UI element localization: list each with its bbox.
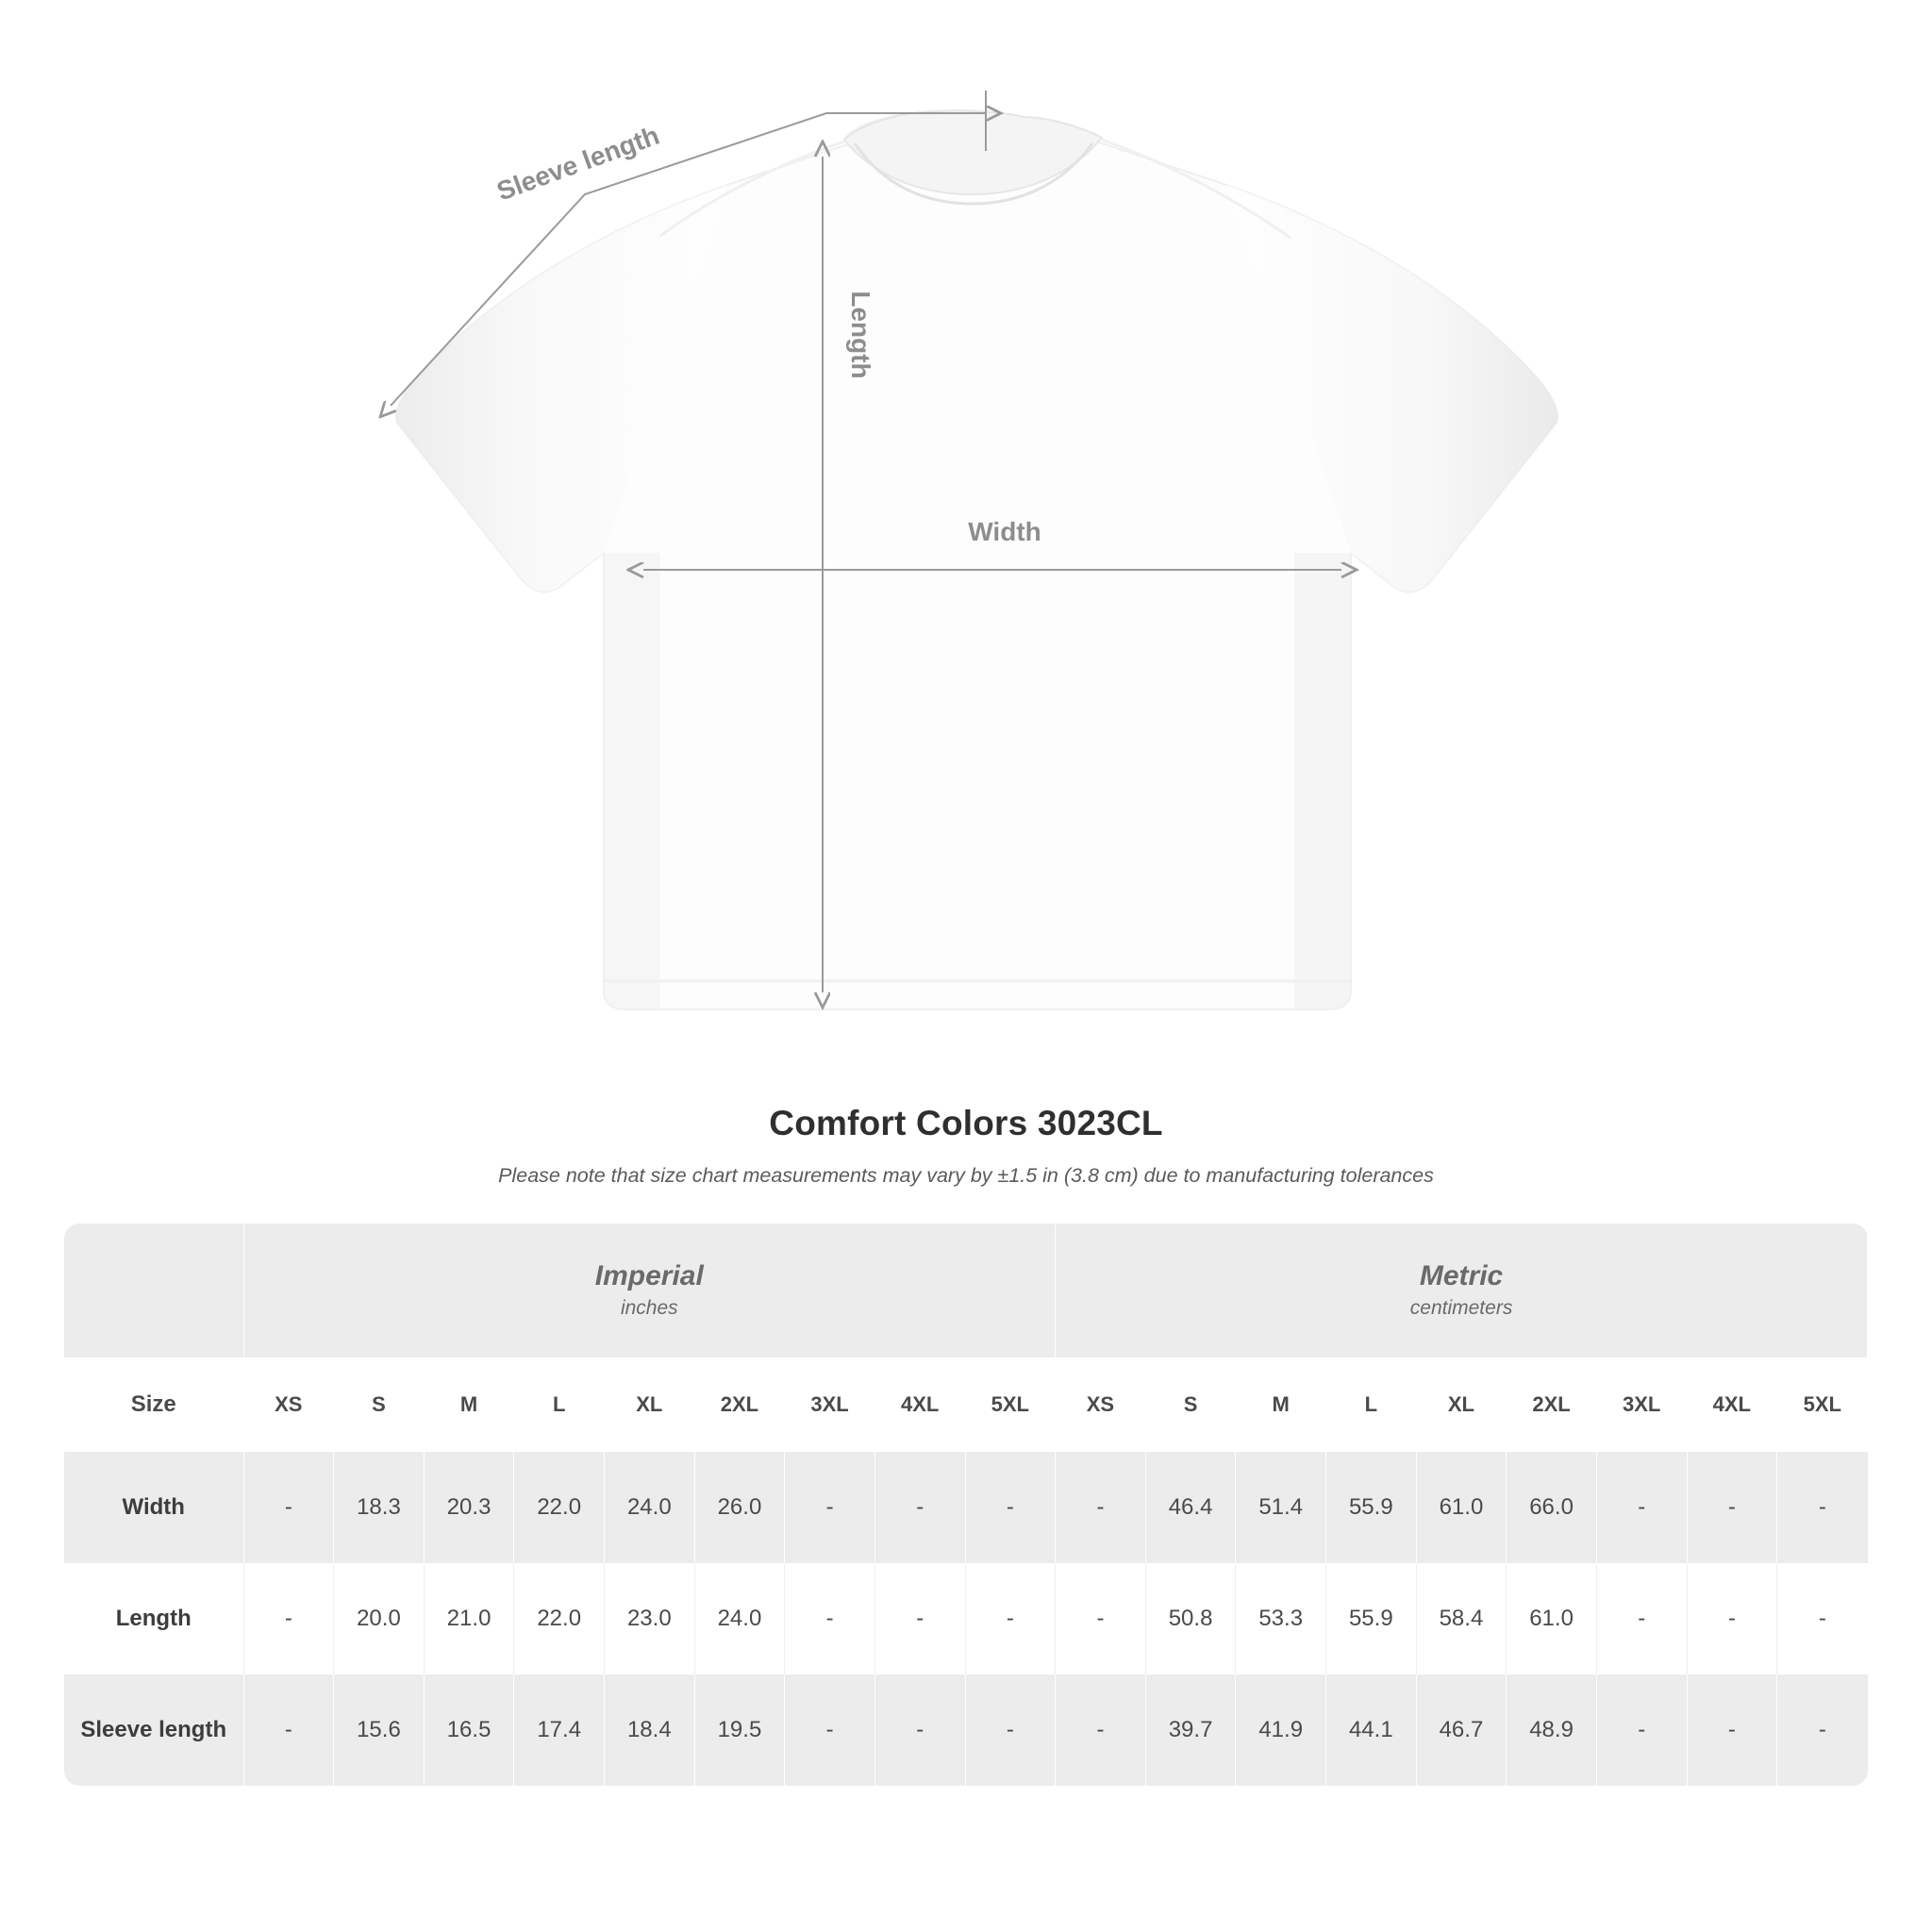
cell-length-imperial-2xl: 24.0 [694, 1563, 785, 1674]
cell-sleeve-imperial-s: 15.6 [334, 1674, 425, 1786]
row-label-sleeve-length: Sleeve length [64, 1674, 243, 1786]
cell-width-imperial-s: 18.3 [334, 1452, 425, 1563]
unit-group-row [64, 1224, 1868, 1357]
header-metric-xs: XS [1056, 1357, 1146, 1452]
table-row [64, 1452, 1868, 1563]
cell-width-metric-s: 46.4 [1145, 1452, 1236, 1563]
cell-sleeve-metric-4xl: - [1687, 1674, 1777, 1786]
header-imperial-m: M [424, 1357, 514, 1452]
cell-length-metric-3xl: - [1596, 1563, 1687, 1674]
cell-sleeve-metric-m: 41.9 [1236, 1674, 1326, 1786]
cell-length-imperial-s: 20.0 [334, 1563, 425, 1674]
cell-width-metric-xs: - [1056, 1452, 1146, 1563]
row-label-length: Length [64, 1563, 243, 1674]
header-imperial-4xl: 4XL [874, 1357, 965, 1452]
header-metric-m: M [1236, 1357, 1326, 1452]
cell-sleeve-imperial-5xl: - [965, 1674, 1056, 1786]
cell-length-imperial-xs: - [243, 1563, 334, 1674]
cell-length-metric-5xl: - [1777, 1563, 1868, 1674]
unit-group-metric-sub: centimeters [1409, 1297, 1513, 1319]
header-size: Size [64, 1357, 243, 1452]
cell-width-metric-2xl: 66.0 [1507, 1452, 1597, 1563]
label-length: Length [846, 291, 875, 379]
cell-width-metric-l: 55.9 [1326, 1452, 1417, 1563]
header-metric-s: S [1145, 1357, 1236, 1452]
table-header-row [64, 1357, 1868, 1452]
tshirt-shape [396, 110, 1557, 1009]
header-metric-2xl: 2XL [1507, 1357, 1597, 1452]
cell-length-metric-s: 50.8 [1145, 1563, 1236, 1674]
unit-group-imperial-name: Imperial [594, 1259, 704, 1291]
cell-width-imperial-2xl: 26.0 [694, 1452, 785, 1563]
cell-sleeve-metric-2xl: 48.9 [1507, 1674, 1597, 1786]
tolerance-note: Please note that size chart measurements may vary by ±1.5 in (3.8 cm) due to manufacturing tolerances [498, 1164, 1434, 1187]
unit-group-imperial-sub: inches [620, 1297, 678, 1319]
cell-length-metric-m: 53.3 [1236, 1563, 1326, 1674]
cell-sleeve-metric-l: 44.1 [1326, 1674, 1417, 1786]
cell-length-metric-4xl: - [1687, 1563, 1777, 1674]
title-block [0, 1104, 1932, 1188]
cell-length-imperial-5xl: - [965, 1563, 1056, 1674]
header-metric-5xl: 5XL [1777, 1357, 1868, 1452]
label-width: Width [968, 517, 1041, 546]
header-metric-l: L [1326, 1357, 1417, 1452]
cell-length-imperial-3xl: - [785, 1563, 875, 1674]
cell-width-metric-3xl: - [1596, 1452, 1687, 1563]
cell-width-imperial-l: 22.0 [514, 1452, 605, 1563]
cell-width-metric-5xl: - [1777, 1452, 1868, 1563]
cell-sleeve-metric-xl: 46.7 [1416, 1674, 1507, 1786]
cell-length-metric-xl: 58.4 [1416, 1563, 1507, 1674]
header-imperial-xl: XL [605, 1357, 695, 1452]
unit-group-imperial [243, 1224, 1056, 1357]
cell-length-metric-xs: - [1056, 1563, 1146, 1674]
header-metric-4xl: 4XL [1687, 1357, 1777, 1452]
header-imperial-3xl: 3XL [785, 1357, 875, 1452]
cell-sleeve-imperial-xs: - [243, 1674, 334, 1786]
header-imperial-s: S [334, 1357, 425, 1452]
cell-sleeve-imperial-l: 17.4 [514, 1674, 605, 1786]
cell-sleeve-metric-xs: - [1056, 1674, 1146, 1786]
cell-width-imperial-xs: - [243, 1452, 334, 1563]
cell-length-imperial-xl: 23.0 [605, 1563, 695, 1674]
cell-sleeve-metric-s: 39.7 [1145, 1674, 1236, 1786]
header-imperial-5xl: 5XL [965, 1357, 1056, 1452]
cell-sleeve-metric-3xl: - [1596, 1674, 1687, 1786]
cell-width-imperial-xl: 24.0 [605, 1452, 695, 1563]
cell-length-metric-l: 55.9 [1326, 1563, 1417, 1674]
cell-length-imperial-m: 21.0 [424, 1563, 514, 1674]
cell-length-imperial-4xl: - [874, 1563, 965, 1674]
cell-sleeve-imperial-xl: 18.4 [605, 1674, 695, 1786]
cell-sleeve-imperial-2xl: 19.5 [694, 1674, 785, 1786]
cell-width-metric-m: 51.4 [1236, 1452, 1326, 1563]
cell-length-metric-2xl: 61.0 [1507, 1563, 1597, 1674]
cell-width-imperial-3xl: - [785, 1452, 875, 1563]
unit-row-spacer [64, 1224, 243, 1357]
cell-width-metric-4xl: - [1687, 1452, 1777, 1563]
label-sleeve-length: Sleeve length [492, 120, 663, 207]
table-row [64, 1674, 1868, 1786]
header-metric-xl: XL [1416, 1357, 1507, 1452]
cell-width-imperial-4xl: - [874, 1452, 965, 1563]
cell-length-imperial-l: 22.0 [514, 1563, 605, 1674]
header-imperial-xs: XS [243, 1357, 334, 1452]
header-imperial-2xl: 2XL [694, 1357, 785, 1452]
cell-width-imperial-5xl: - [965, 1452, 1056, 1563]
size-chart-table [64, 1224, 1868, 1786]
unit-group-metric-name: Metric [1419, 1259, 1504, 1291]
cell-sleeve-imperial-4xl: - [874, 1674, 965, 1786]
page-title: Comfort Colors 3023CL [769, 1104, 1163, 1142]
cell-width-imperial-m: 20.3 [424, 1452, 514, 1563]
cell-sleeve-imperial-3xl: - [785, 1674, 875, 1786]
unit-group-metric [1056, 1224, 1868, 1357]
cell-width-metric-xl: 61.0 [1416, 1452, 1507, 1563]
cell-sleeve-imperial-m: 16.5 [424, 1674, 514, 1786]
row-label-width: Width [64, 1452, 243, 1563]
header-metric-3xl: 3XL [1596, 1357, 1687, 1452]
header-imperial-l: L [514, 1357, 605, 1452]
table-row [64, 1563, 1868, 1674]
cell-sleeve-metric-5xl: - [1777, 1674, 1868, 1786]
